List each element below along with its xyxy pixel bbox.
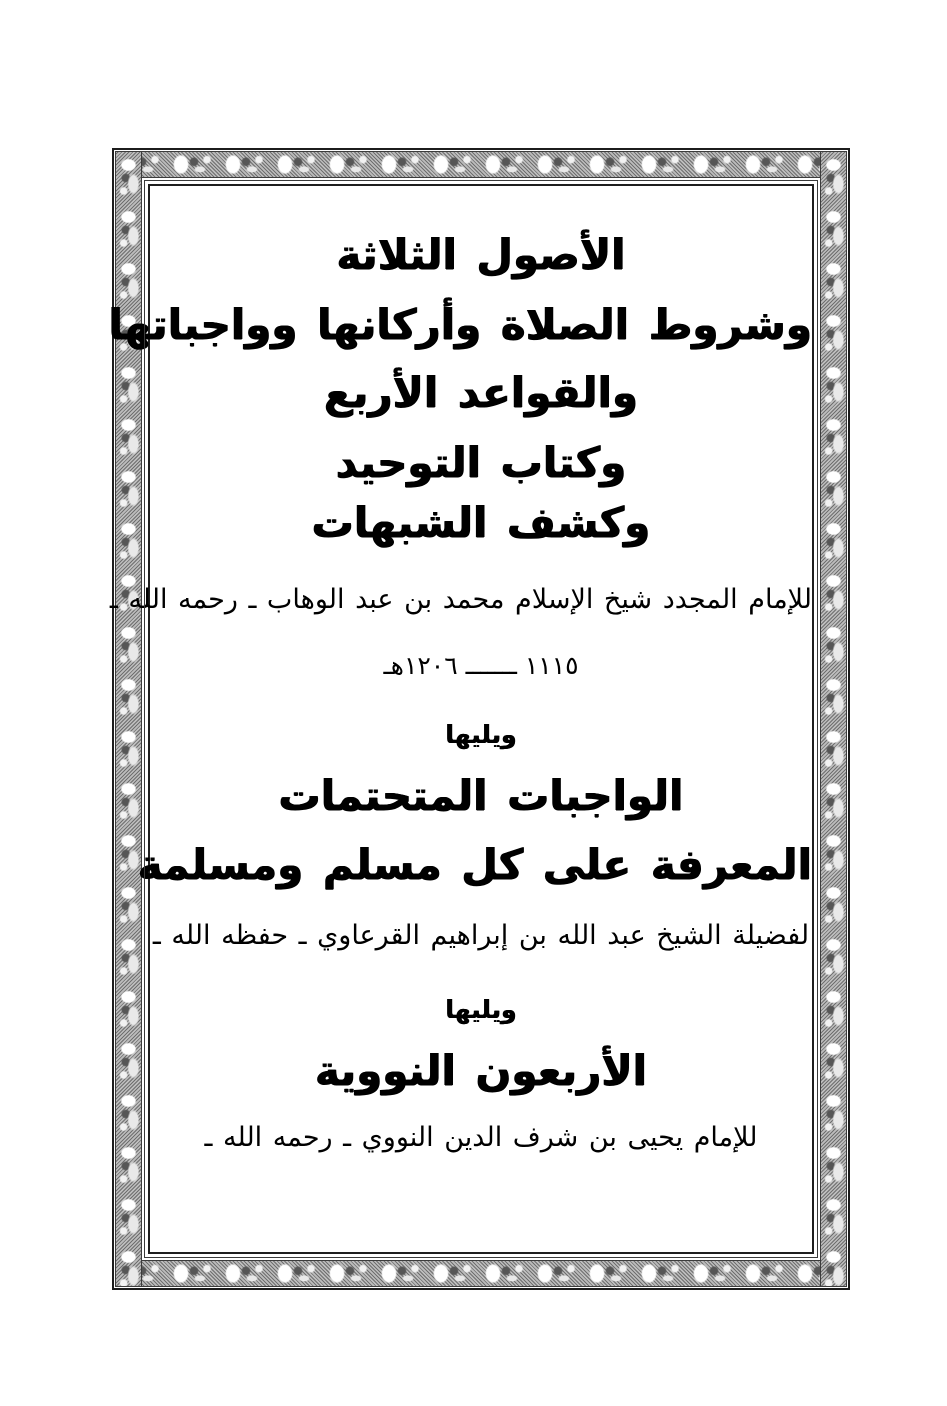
main-author-line: للإمام المجدد شيخ الإسلام محمد بن عبد الوهاب ـ رحمه الله ـ xyxy=(109,584,812,615)
section-2-lead: ويليها xyxy=(445,995,517,1024)
main-title-line-1: الأصول الثلاثة xyxy=(336,230,626,279)
section-1-title-line-2: المعرفة على كل مسلم ومسلمة xyxy=(137,840,812,889)
frame-band-top xyxy=(115,151,847,178)
title-page-content xyxy=(108,184,814,1254)
ornamental-frame xyxy=(108,148,850,1290)
section-1-author: لفضيلة الشيخ عبد الله بن إبراهيم القرعاوي ـ حفظه الله ـ xyxy=(152,920,810,951)
frame-band-bottom xyxy=(115,1260,847,1287)
main-title-line-3: والقواعد الأربع xyxy=(323,368,639,417)
main-title-line-2: وشروط الصلاة وأركانها وواجباتها xyxy=(108,300,812,349)
section-1-lead: ويليها xyxy=(445,720,517,749)
frame-band-right xyxy=(820,151,847,1287)
section-2-author: للإمام يحيى بن شرف الدين النووي ـ رحمه الله ـ xyxy=(204,1122,758,1153)
main-title-line-4: وكتاب التوحيد xyxy=(335,438,627,487)
main-title-line-5: وكشف الشبهات xyxy=(311,498,651,547)
section-1-title-line-1: الواجبات المتحتمات xyxy=(278,771,684,820)
section-2-title: الأربعون النووية xyxy=(314,1046,648,1095)
main-author-dates: ١١١٥ ـــــــ ١٢٠٦هـ xyxy=(383,651,579,680)
